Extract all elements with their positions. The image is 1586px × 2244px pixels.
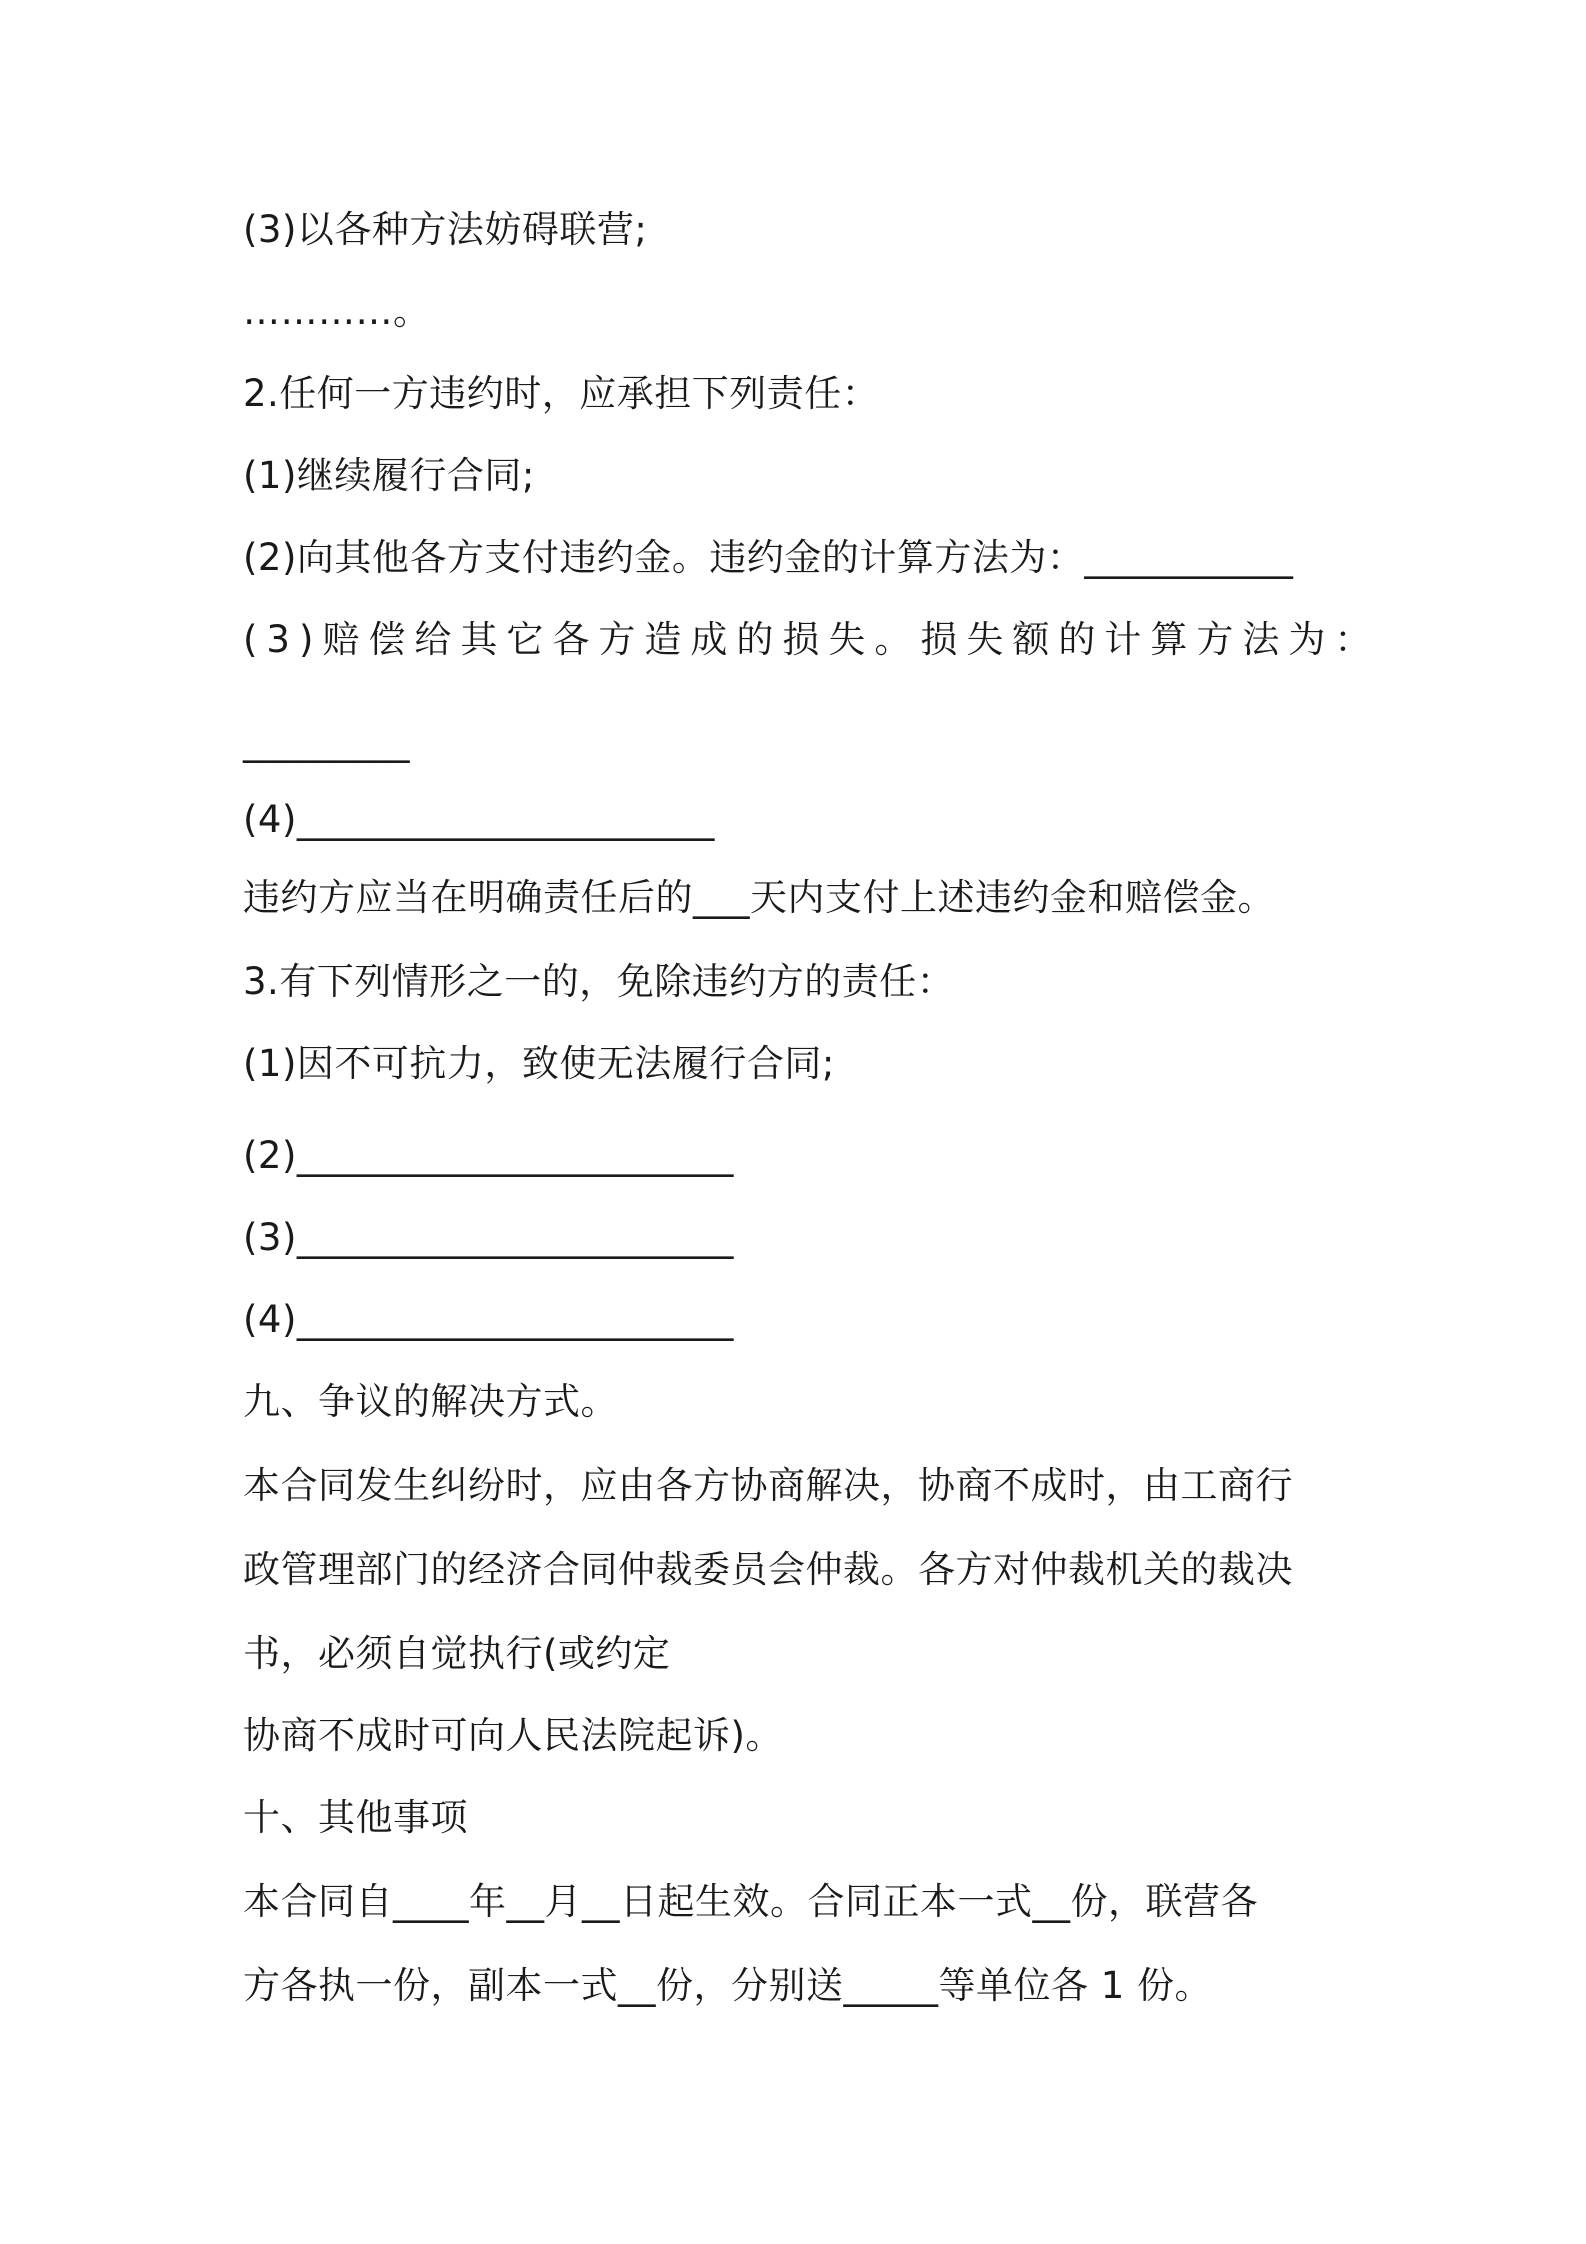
- section-9-paragraph-line-2: 政管理部门的经济合同仲裁委员会仲裁。各方对仲裁机关的裁决: [243, 1548, 1293, 1591]
- section-10-heading: 十、其他事项: [243, 1796, 468, 1839]
- clause-8-3-item-1: (1)因不可抗力，致使无法履行合同;: [243, 1042, 835, 1085]
- section-10-paragraph-line-2: 方各执一份，副本一式__份，分别送_____等单位各 1 份。: [243, 1964, 1213, 2007]
- clause-8-2-item-3: (3)赔偿给其它各方造成的损失。损失额的计算方法为：: [243, 618, 1381, 661]
- payment-deadline-line: 违约方应当在明确责任后的___天内支付上述违约金和赔偿金。: [243, 876, 1275, 919]
- section-9-heading: 九、争议的解决方式。: [243, 1380, 618, 1423]
- clause-8-3-item-4: (4)_______________________: [243, 1298, 734, 1341]
- clause-8-3-item-2: (2)_______________________: [243, 1134, 734, 1177]
- clause-8-2-item-2: (2)向其他各方支付违约金。违约金的计算方法为：___________: [243, 536, 1294, 579]
- ellipsis-line: …………。: [243, 290, 431, 333]
- section-9-paragraph-line-4: 协商不成时可向人民法院起诉)。: [243, 1714, 783, 1757]
- section-9-paragraph-line-3: 书，必须自觉执行(或约定: [243, 1632, 671, 1675]
- section-10-paragraph-line-1: 本合同自____年__月__日起生效。合同正本一式__份，联营各: [243, 1880, 1258, 1923]
- clause-8-2-item-1: (1)继续履行合同;: [243, 454, 535, 497]
- clause-8-3-heading: 3.有下列情形之一的，免除违约方的责任：: [243, 960, 955, 1003]
- section-9-paragraph-line-1: 本合同发生纠纷时，应由各方协商解决，协商不成时，由工商行: [243, 1464, 1293, 1507]
- clause-8-3-item-3: (3)_______________________: [243, 1216, 734, 1259]
- clause-8-2-heading: 2.任何一方违约时，应承担下列责任：: [243, 372, 880, 415]
- clause-8-2-item-3-blank: _________: [243, 720, 410, 763]
- clause-8-1-item-3: (3)以各种方法妨碍联营;: [243, 208, 648, 251]
- clause-8-2-item-4: (4)______________________: [243, 798, 715, 841]
